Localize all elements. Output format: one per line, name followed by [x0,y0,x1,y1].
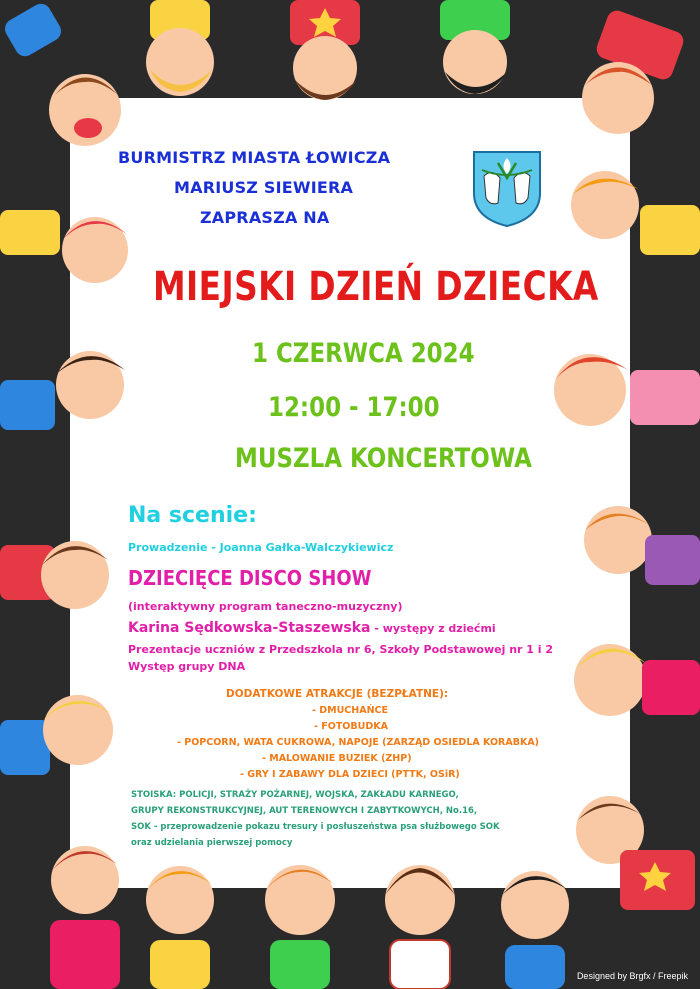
kid-top-3 [290,0,360,100]
coat-of-arms-emblem [470,148,544,228]
kid-top-5 [582,8,686,134]
kid-left-3 [0,541,109,609]
show-subtitle: (interaktywny program taneczno-muzyczny) [128,600,403,613]
kid-bottom-5 [501,871,569,989]
group-line: Występ grupy DNA [128,660,246,673]
illustration-credit: Designed by Brgfx / Freepik [576,971,688,981]
presentations-line: Prezentacje uczniów z Przedszkola nr 6, Szkoły Podstawowej nr 1 i 2 [128,643,554,656]
event-date: 1 CZERWCA 2024 [252,338,475,369]
event-title: MIEJSKI DZIEŃ DZIECKA [153,264,599,310]
stands-line: GRUPY REKONSTRUKCYJNEJ, AUT TERENOWYCH I ZABYTKOWYCH, No.16, [131,806,478,816]
kid-bottom-4 [385,865,455,989]
stands-line: oraz udzielania pierwszej pomocy [131,838,293,848]
kid-right-5 [576,796,695,910]
extras-item: - POPCORN, WATA CUKROWA, NAPOJE (ZARZĄD OSIEDLA KORABKA) [177,737,540,748]
kid-left-1 [0,210,128,283]
kid-right-4 [574,644,700,716]
stands-line: STOISKA: POLICJI, STRAŻY POŻARNEJ, WOJSKA, ZAKŁADU KARNEGO, [131,790,459,800]
kid-bottom-2 [146,866,214,989]
stage-host: Prowadzenie - Joanna Gałka-Walczykiewicz [128,541,394,554]
extras-item: - GRY I ZABAWY DLA DZIECI (PTTK, OSiR) [240,769,460,780]
kid-left-2 [0,351,125,430]
performer-note: - występy z dziećmi [370,622,496,635]
stage-heading: Na scenie: [128,503,257,528]
performer-line [128,620,496,636]
performer-name: Karina Sędkowska-Staszewska [128,620,371,636]
kid-top-2 [146,0,214,96]
kid-right-1 [571,171,700,255]
stands-line: SOK - przeprowadzenie pokazu tresury i posłuszeństwa psa służbowego SOK [131,822,500,832]
event-place: MUSZLA KONCERTOWA [235,443,532,474]
inviter-line-3: ZAPRASZA NA [200,208,330,227]
kid-right-2 [554,354,700,426]
inviter-line-1: BURMISTRZ MIASTA ŁOWICZA [118,148,391,167]
kid-bottom-3 [265,865,335,989]
extras-item: - FOTOBUDKA [314,721,388,732]
extras-heading: DODATKOWE ATRAKCJE (BEZPŁATNE): [226,688,449,700]
kid-top-1 [1,0,121,146]
event-time: 12:00 - 17:00 [268,392,440,423]
show-title: DZIECIĘCE DISCO SHOW [128,566,372,590]
inviter-line-2: MARIUSZ SIEWIERA [174,178,354,197]
extras-item: - DMUCHAŃCE [312,705,388,716]
kid-top-4 [440,0,510,94]
kid-right-3 [584,506,700,585]
extras-item: - MALOWANIE BUZIEK (ZHP) [262,753,412,764]
kid-left-4 [0,695,113,775]
kid-bottom-1 [50,846,120,989]
